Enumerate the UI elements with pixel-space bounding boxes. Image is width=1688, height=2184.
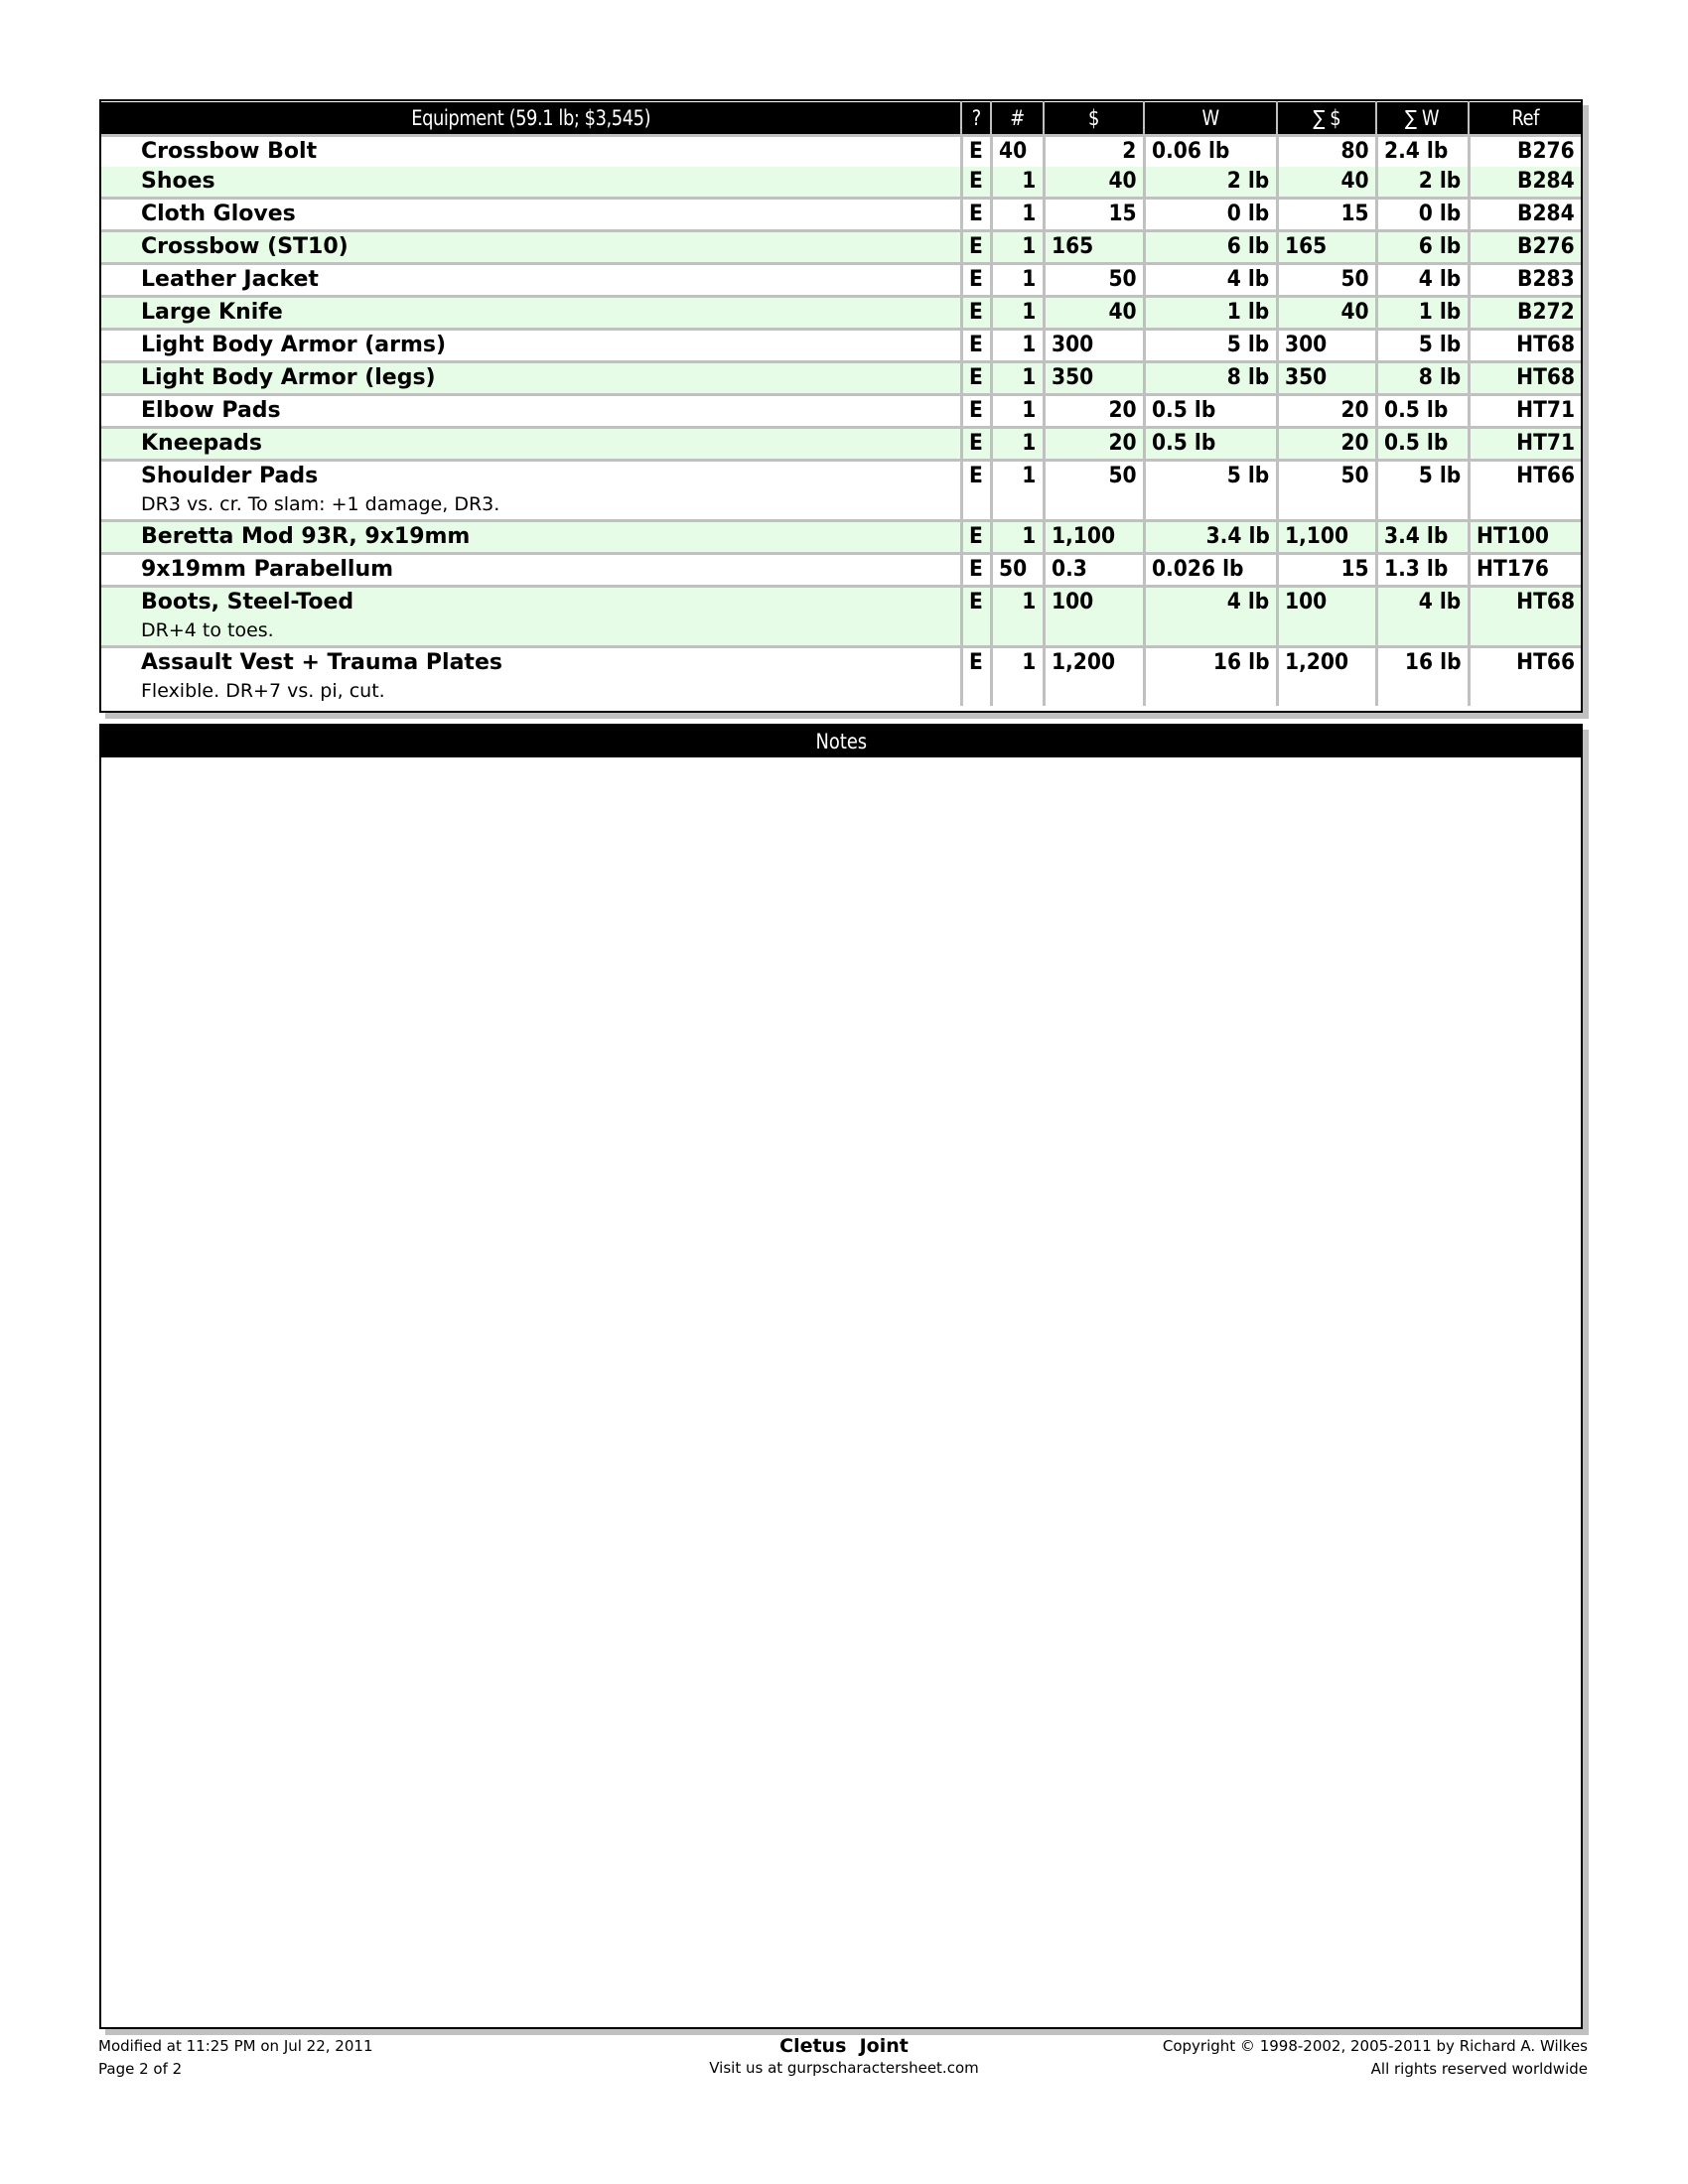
weight-cell bbox=[1144, 330, 1277, 362]
cost: 2 bbox=[1122, 139, 1137, 164]
weight: 3.4 lb bbox=[1205, 524, 1270, 549]
ref-cell bbox=[1469, 461, 1581, 521]
ref-cell bbox=[1469, 587, 1581, 647]
quantity: 1 bbox=[1022, 431, 1037, 456]
cost-cell bbox=[1044, 330, 1144, 362]
quantity-cell bbox=[991, 647, 1044, 707]
item-name: Light Body Armor (arms) bbox=[141, 333, 447, 357]
item-name: Cloth Gloves bbox=[141, 202, 296, 226]
total-cost-cell bbox=[1277, 199, 1376, 231]
cost-cell bbox=[1044, 297, 1144, 330]
total-cost: 1,200 bbox=[1284, 650, 1348, 675]
cost-cell bbox=[1044, 587, 1144, 647]
cost-cell bbox=[1044, 461, 1144, 521]
weight-cell bbox=[1144, 554, 1277, 587]
ref-cell bbox=[1469, 199, 1581, 231]
ref-cell bbox=[1469, 428, 1581, 461]
ref-cell bbox=[1469, 167, 1581, 199]
equipped-state: E bbox=[968, 557, 983, 582]
total-cost-cell bbox=[1277, 428, 1376, 461]
quantity-cell bbox=[991, 167, 1044, 199]
total-cost: 15 bbox=[1340, 202, 1369, 226]
cost-cell bbox=[1044, 647, 1144, 707]
item-note: Flexible. DR+7 vs. pi, cut. bbox=[141, 680, 385, 702]
total-cost: 100 bbox=[1284, 590, 1327, 614]
equipped-state-cell bbox=[961, 647, 991, 707]
weight-cell bbox=[1144, 231, 1277, 264]
item-name: Beretta Mod 93R, 9x19mm bbox=[141, 524, 471, 549]
cost: 50 bbox=[1108, 464, 1137, 488]
equipped-state: E bbox=[968, 464, 983, 488]
page-number: Page 2 of 2 bbox=[98, 2060, 183, 2078]
total-weight-cell bbox=[1376, 428, 1469, 461]
quantity-cell bbox=[991, 231, 1044, 264]
equipped-state-cell bbox=[961, 395, 991, 428]
weight: 0 lb bbox=[1226, 202, 1270, 226]
cost: 50 bbox=[1108, 267, 1137, 292]
total-weight: 0.5 lb bbox=[1383, 398, 1448, 423]
total-cost: 80 bbox=[1340, 139, 1369, 164]
weight-cell bbox=[1144, 587, 1277, 647]
quantity: 1 bbox=[1022, 398, 1037, 423]
total-weight-cell bbox=[1376, 167, 1469, 199]
weight-cell bbox=[1144, 395, 1277, 428]
total-cost-cell bbox=[1277, 362, 1376, 395]
total-weight: 3.4 lb bbox=[1383, 524, 1448, 549]
total-weight: 0.5 lb bbox=[1383, 431, 1448, 456]
cost-cell bbox=[1044, 167, 1144, 199]
equipped-state: E bbox=[968, 267, 983, 292]
cost: 165 bbox=[1051, 234, 1093, 259]
item-name-cell bbox=[101, 461, 961, 521]
total-weight-cell bbox=[1376, 395, 1469, 428]
ref-cell bbox=[1469, 136, 1581, 168]
total-weight-cell bbox=[1376, 297, 1469, 330]
ref: B276 bbox=[1517, 139, 1575, 164]
cost: 40 bbox=[1108, 169, 1137, 194]
ref: HT68 bbox=[1516, 333, 1575, 357]
equipped-state: E bbox=[968, 650, 983, 675]
ref: HT100 bbox=[1476, 524, 1549, 549]
total-cost: 1,100 bbox=[1284, 524, 1348, 549]
item-name: Elbow Pads bbox=[141, 398, 281, 423]
weight-cell bbox=[1144, 428, 1277, 461]
equipment-row[interactable] bbox=[101, 554, 1581, 587]
equipped-state-cell bbox=[961, 231, 991, 264]
equipped-state: E bbox=[968, 365, 983, 390]
character-name: Cletus Joint bbox=[779, 2035, 909, 2057]
weight-cell bbox=[1144, 362, 1277, 395]
ref-cell bbox=[1469, 362, 1581, 395]
total-weight: 4 lb bbox=[1418, 267, 1462, 292]
quantity: 1 bbox=[1022, 590, 1037, 614]
total-weight: 1 lb bbox=[1418, 300, 1462, 325]
equipped-state-cell bbox=[961, 587, 991, 647]
quantity-cell bbox=[991, 587, 1044, 647]
cost-cell bbox=[1044, 199, 1144, 231]
footer-center bbox=[645, 2035, 1043, 2080]
cost: 0.3 bbox=[1051, 557, 1087, 582]
total-weight: 0 lb bbox=[1418, 202, 1462, 226]
item-name: Light Body Armor (legs) bbox=[141, 365, 436, 390]
cost: 100 bbox=[1051, 590, 1093, 614]
total-cost: 50 bbox=[1340, 267, 1369, 292]
item-name-cell bbox=[101, 264, 961, 297]
equipment-row[interactable] bbox=[101, 362, 1581, 395]
rights-text: All rights reserved worldwide bbox=[1370, 2060, 1588, 2078]
total-cost-cell bbox=[1277, 297, 1376, 330]
weight-cell bbox=[1144, 264, 1277, 297]
cost-cell bbox=[1044, 428, 1144, 461]
ref-cell bbox=[1469, 330, 1581, 362]
weight: 0.5 lb bbox=[1151, 398, 1215, 423]
item-name-cell bbox=[101, 587, 961, 647]
weight: 0.06 lb bbox=[1151, 139, 1229, 164]
equipped-state: E bbox=[968, 398, 983, 423]
item-name-cell bbox=[101, 554, 961, 587]
item-name: Assault Vest + Trauma Plates bbox=[141, 650, 502, 675]
total-cost: 40 bbox=[1340, 300, 1369, 325]
ref-cell bbox=[1469, 395, 1581, 428]
item-name-cell bbox=[101, 330, 961, 362]
cost: 20 bbox=[1108, 431, 1137, 456]
item-name: Shoes bbox=[141, 169, 215, 194]
item-note: DR3 vs. cr. To slam: +1 damage, DR3. bbox=[141, 493, 500, 515]
ref: B276 bbox=[1517, 234, 1575, 259]
total-cost-cell bbox=[1277, 587, 1376, 647]
equipment-row[interactable] bbox=[101, 395, 1581, 428]
total-weight: 1.3 lb bbox=[1383, 557, 1448, 582]
weight-cell bbox=[1144, 199, 1277, 231]
cost-cell bbox=[1044, 264, 1144, 297]
weight-cell bbox=[1144, 521, 1277, 554]
cost-cell bbox=[1044, 136, 1144, 168]
quantity: 1 bbox=[1022, 300, 1037, 325]
weight: 0.5 lb bbox=[1151, 431, 1215, 456]
total-cost-cell bbox=[1277, 647, 1376, 707]
col-header-equipped: ? bbox=[961, 102, 991, 136]
cost-cell bbox=[1044, 395, 1144, 428]
total-weight-cell bbox=[1376, 362, 1469, 395]
total-cost: 40 bbox=[1340, 169, 1369, 194]
total-weight-cell bbox=[1376, 647, 1469, 707]
equipped-state: E bbox=[968, 431, 983, 456]
equipped-state-cell bbox=[961, 362, 991, 395]
total-weight-cell bbox=[1376, 587, 1469, 647]
ref-cell bbox=[1469, 521, 1581, 554]
ref-cell bbox=[1469, 297, 1581, 330]
equipment-panel bbox=[99, 99, 1583, 713]
total-cost-cell bbox=[1277, 521, 1376, 554]
equipped-state: E bbox=[968, 300, 983, 325]
total-weight-cell bbox=[1376, 554, 1469, 587]
quantity-cell bbox=[991, 264, 1044, 297]
notes-header: Notes bbox=[101, 726, 1581, 757]
total-weight: 5 lb bbox=[1418, 333, 1462, 357]
total-weight-cell bbox=[1376, 330, 1469, 362]
item-name-cell bbox=[101, 647, 961, 707]
cost: 1,200 bbox=[1051, 650, 1115, 675]
total-weight: 2 lb bbox=[1418, 169, 1462, 194]
col-header-quantity: # bbox=[991, 102, 1044, 136]
item-name: Large Knife bbox=[141, 300, 283, 325]
equipped-state-cell bbox=[961, 167, 991, 199]
total-cost-cell bbox=[1277, 330, 1376, 362]
quantity-cell bbox=[991, 461, 1044, 521]
total-weight-cell bbox=[1376, 199, 1469, 231]
cost: 300 bbox=[1051, 333, 1093, 357]
ref: HT68 bbox=[1516, 365, 1575, 390]
equipment-row[interactable] bbox=[101, 428, 1581, 461]
ref: HT66 bbox=[1516, 650, 1575, 675]
weight: 0.026 lb bbox=[1151, 557, 1244, 582]
cost-cell bbox=[1044, 521, 1144, 554]
item-name: Leather Jacket bbox=[141, 267, 319, 292]
total-cost-cell bbox=[1277, 554, 1376, 587]
equipped-state-cell bbox=[961, 330, 991, 362]
equipment-row[interactable] bbox=[101, 647, 1581, 707]
equipped-state-cell bbox=[961, 136, 991, 168]
copyright-text: Copyright © 1998-2002, 2005-2011 by Richard A. Wilkes bbox=[1162, 2037, 1588, 2055]
item-name-cell bbox=[101, 362, 961, 395]
ref: B284 bbox=[1517, 169, 1575, 194]
item-name-cell bbox=[101, 199, 961, 231]
weight: 5 lb bbox=[1226, 464, 1270, 488]
quantity: 50 bbox=[998, 557, 1027, 582]
total-weight-cell bbox=[1376, 264, 1469, 297]
equipped-state-cell bbox=[961, 428, 991, 461]
equipment-row[interactable] bbox=[101, 587, 1581, 647]
quantity-cell bbox=[991, 428, 1044, 461]
equipment-row[interactable] bbox=[101, 297, 1581, 330]
item-name: 9x19mm Parabellum bbox=[141, 557, 394, 582]
col-header-cost: $ bbox=[1044, 102, 1144, 136]
ref: HT176 bbox=[1476, 557, 1549, 582]
total-weight: 16 lb bbox=[1404, 650, 1462, 675]
total-weight: 5 lb bbox=[1418, 464, 1462, 488]
total-cost: 165 bbox=[1284, 234, 1327, 259]
equipment-row[interactable] bbox=[101, 136, 1581, 168]
equipment-row[interactable] bbox=[101, 231, 1581, 264]
total-cost-cell bbox=[1277, 231, 1376, 264]
quantity: 1 bbox=[1022, 202, 1037, 226]
col-header-total-cost: ∑ $ bbox=[1277, 102, 1376, 136]
total-cost: 350 bbox=[1284, 365, 1327, 390]
weight: 8 lb bbox=[1226, 365, 1270, 390]
total-weight: 8 lb bbox=[1418, 365, 1462, 390]
equipment-row[interactable] bbox=[101, 167, 1581, 199]
col-header-total-weight: ∑ W bbox=[1376, 102, 1469, 136]
cost: 20 bbox=[1108, 398, 1137, 423]
ref: HT71 bbox=[1516, 398, 1575, 423]
item-name-cell bbox=[101, 395, 961, 428]
quantity: 40 bbox=[998, 139, 1027, 164]
equipped-state-cell bbox=[961, 264, 991, 297]
equipment-table bbox=[101, 101, 1581, 706]
ref-cell bbox=[1469, 264, 1581, 297]
weight-cell bbox=[1144, 461, 1277, 521]
quantity-cell bbox=[991, 297, 1044, 330]
cost: 1,100 bbox=[1051, 524, 1115, 549]
equipped-state-cell bbox=[961, 461, 991, 521]
ref: B284 bbox=[1517, 202, 1575, 226]
equipped-state-cell bbox=[961, 554, 991, 587]
equipped-state: E bbox=[968, 202, 983, 226]
cost: 15 bbox=[1108, 202, 1137, 226]
footer-right bbox=[1163, 2035, 1588, 2081]
notes-panel bbox=[99, 724, 1583, 2029]
weight-cell bbox=[1144, 647, 1277, 707]
quantity-cell bbox=[991, 362, 1044, 395]
ref: B272 bbox=[1517, 300, 1575, 325]
quantity-cell bbox=[991, 521, 1044, 554]
weight: 4 lb bbox=[1226, 590, 1270, 614]
item-name: Crossbow Bolt bbox=[141, 139, 318, 164]
weight: 5 lb bbox=[1226, 333, 1270, 357]
ref-cell bbox=[1469, 647, 1581, 707]
weight: 1 lb bbox=[1226, 300, 1270, 325]
total-cost: 15 bbox=[1340, 557, 1369, 582]
total-weight: 4 lb bbox=[1418, 590, 1462, 614]
item-name-cell bbox=[101, 521, 961, 554]
equipment-rows bbox=[101, 136, 1581, 707]
quantity: 1 bbox=[1022, 333, 1037, 357]
total-cost-cell bbox=[1277, 167, 1376, 199]
equipped-state-cell bbox=[961, 521, 991, 554]
ref: HT71 bbox=[1516, 431, 1575, 456]
total-cost-cell bbox=[1277, 264, 1376, 297]
footer-left bbox=[98, 2035, 372, 2081]
quantity-cell bbox=[991, 395, 1044, 428]
quantity-cell bbox=[991, 330, 1044, 362]
quantity-cell bbox=[991, 136, 1044, 168]
equipped-state: E bbox=[968, 590, 983, 614]
quantity: 1 bbox=[1022, 234, 1037, 259]
item-name-cell bbox=[101, 297, 961, 330]
total-cost: 20 bbox=[1340, 398, 1369, 423]
item-name: Boots, Steel-Toed bbox=[141, 590, 354, 614]
total-weight-cell bbox=[1376, 521, 1469, 554]
item-name: Kneepads bbox=[141, 431, 262, 456]
equipped-state: E bbox=[968, 139, 983, 164]
equipment-title: Equipment (59.1 lb; $3,545) bbox=[101, 102, 961, 136]
website-link[interactable]: Visit us at gurpscharactersheet.com bbox=[709, 2059, 979, 2077]
ref: B283 bbox=[1517, 267, 1575, 292]
weight-cell bbox=[1144, 297, 1277, 330]
item-name: Crossbow (ST10) bbox=[141, 234, 349, 259]
total-weight-cell bbox=[1376, 231, 1469, 264]
total-cost: 20 bbox=[1340, 431, 1369, 456]
ref-cell bbox=[1469, 231, 1581, 264]
col-header-ref: Ref bbox=[1469, 102, 1581, 136]
cost-cell bbox=[1044, 554, 1144, 587]
weight: 2 lb bbox=[1226, 169, 1270, 194]
cost-cell bbox=[1044, 362, 1144, 395]
total-cost: 300 bbox=[1284, 333, 1327, 357]
equipped-state-cell bbox=[961, 199, 991, 231]
item-name-cell bbox=[101, 136, 961, 168]
quantity: 1 bbox=[1022, 365, 1037, 390]
weight: 16 lb bbox=[1212, 650, 1270, 675]
ref: HT68 bbox=[1516, 590, 1575, 614]
total-cost-cell bbox=[1277, 461, 1376, 521]
quantity: 1 bbox=[1022, 267, 1037, 292]
total-cost-cell bbox=[1277, 395, 1376, 428]
total-weight-cell bbox=[1376, 136, 1469, 168]
item-name-cell bbox=[101, 231, 961, 264]
item-note: DR+4 to toes. bbox=[141, 619, 274, 641]
equipped-state: E bbox=[968, 524, 983, 549]
col-header-weight: W bbox=[1144, 102, 1277, 136]
equipped-state-cell bbox=[961, 297, 991, 330]
equipment-row[interactable] bbox=[101, 461, 1581, 521]
equipped-state: E bbox=[968, 169, 983, 194]
ref-cell bbox=[1469, 554, 1581, 587]
quantity: 1 bbox=[1022, 169, 1037, 194]
ref: HT66 bbox=[1516, 464, 1575, 488]
quantity-cell bbox=[991, 554, 1044, 587]
quantity: 1 bbox=[1022, 650, 1037, 675]
total-weight-cell bbox=[1376, 461, 1469, 521]
equipment-row[interactable] bbox=[101, 521, 1581, 554]
equipment-row[interactable] bbox=[101, 264, 1581, 297]
quantity: 1 bbox=[1022, 464, 1037, 488]
quantity-cell bbox=[991, 199, 1044, 231]
equipment-header-row bbox=[101, 102, 1581, 136]
item-name: Shoulder Pads bbox=[141, 464, 319, 488]
total-weight: 6 lb bbox=[1418, 234, 1462, 259]
modified-timestamp: Modified at 11:25 PM on Jul 22, 2011 bbox=[98, 2037, 373, 2055]
weight-cell bbox=[1144, 167, 1277, 199]
equipped-state: E bbox=[968, 333, 983, 357]
quantity: 1 bbox=[1022, 524, 1037, 549]
weight-cell bbox=[1144, 136, 1277, 168]
total-cost: 50 bbox=[1340, 464, 1369, 488]
item-name-cell bbox=[101, 167, 961, 199]
cost-cell bbox=[1044, 231, 1144, 264]
equipment-row[interactable] bbox=[101, 330, 1581, 362]
equipment-row[interactable] bbox=[101, 199, 1581, 231]
weight: 6 lb bbox=[1226, 234, 1270, 259]
cost: 40 bbox=[1108, 300, 1137, 325]
item-name-cell bbox=[101, 428, 961, 461]
total-weight: 2.4 lb bbox=[1383, 139, 1448, 164]
weight: 4 lb bbox=[1226, 267, 1270, 292]
equipped-state: E bbox=[968, 234, 983, 259]
cost: 350 bbox=[1051, 365, 1093, 390]
notes-body bbox=[101, 757, 1581, 2027]
total-cost-cell bbox=[1277, 136, 1376, 168]
